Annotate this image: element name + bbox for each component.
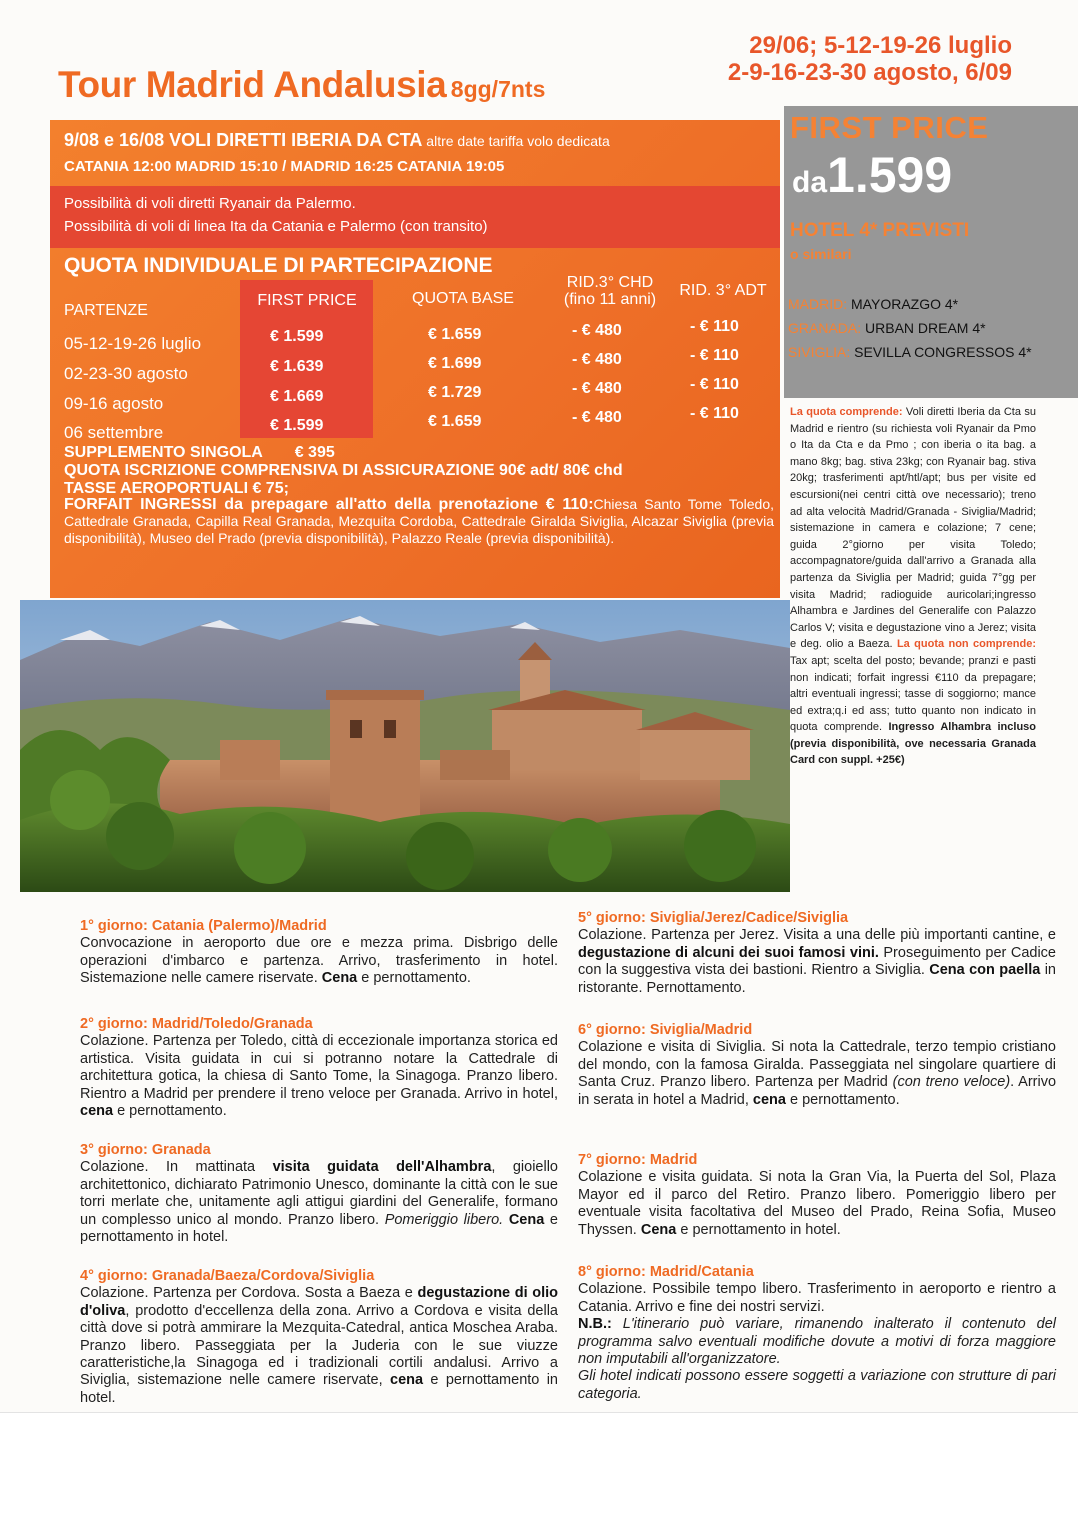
includes-text: Voli diretti Iberia da Cta su Madrid e rientro (su richiesta voli Ryanair da Pmo o Ita da Cta e da Pmo ; con iberia o ita bag. a mano 8kg; bag. stiva 23kg; con Ryanair bag. stiva 20kg; trasferimenti apt/htl/apt; bus per visite ed escursioni(nei centri città ove necessario); treno ad alta velocità Madrid/Granada - Siviglia/Madrid; sistemazione in camera e colazione; 7 cene; guida 2°giorno per visita Toledo; accompagnatore/guida dall'arrivo a Granada alla partenza da Siviglia per Madrid; guida 7°gg per visita Madrid; radioguide auricolari;ingresso Alhambra e Jardines del Generalife con Palazzo Carlos V; visita e degustazione vino a Jerez; visita e deg. olio a Baeza. (790, 406, 1036, 651)
hotel-madrid (788, 296, 958, 312)
row-2-base: € 1.699 (428, 355, 482, 372)
day-bold: Cena (640, 1221, 677, 1238)
day-title: 6° giorno: Siviglia/Madrid (578, 1022, 753, 1038)
hotel-city: MADRID: (788, 296, 848, 312)
day-text: e pernottamento in hotel. (80, 1211, 558, 1246)
hotel-similar: o similari (790, 246, 852, 262)
row-2-chd: - € 480 (572, 351, 622, 368)
row-1-adt: - € 110 (690, 318, 739, 335)
alhambra-photo (20, 600, 790, 892)
row-4-base: € 1.659 (428, 413, 482, 430)
col-head-chd (550, 274, 670, 308)
quota-includes (790, 404, 1036, 769)
dates-line-1: 29/06; 5-12-19-26 luglio (749, 32, 1012, 59)
alhambra-note: Ingresso Alhambra incluso (previa disponibilità, ove necessaria Granada Card con suppl. +25€) (790, 721, 1036, 767)
itinerary-day-2 (80, 1016, 558, 1120)
col-head-adt: RID. 3° ADT (679, 282, 767, 299)
itinerary-day-4 (80, 1268, 558, 1407)
row-3-chd: - € 480 (572, 380, 622, 397)
itinerary-day-6 (578, 1022, 1056, 1109)
day-text: e pernottamento. (357, 970, 471, 987)
excludes-heading: La quota non comprende: (896, 638, 1036, 651)
day-text: Colazione. In mattinata (80, 1159, 273, 1176)
airport-taxes: TASSE AEROPORTUALI € 75; (64, 480, 289, 497)
day-text: Colazione. Partenza per Toledo, città di eccezionale importanza storica ed artistica. Visita guidata in cui si potranno notare la Cattedrale di architettura gotica, la chiesa di Santo Tome, la Sinagoga. Pranzo libero. Rientro a Madrid per prendere il treno veloce per Granada. Arrivo in hotel, (80, 1033, 558, 1102)
day-text: Colazione e visita guidata. Si nota la Gran Via, la Puerta del Sol, Plaza Mayor ed il parco del Retiro. Pranzo libero. Pomeriggio libero per eventuale visita facoltativa del Museo del Prado, Reina Sofia, Museo Thyssen. (578, 1169, 1056, 1238)
day-text: Proseguimento per Cadice con la suggestiva vista dei bastioni. Rientro a Siviglia. (578, 944, 1056, 979)
day-bold: cena (80, 1103, 114, 1120)
direct-flights-note: altre date tariffa volo dedicata (422, 133, 610, 149)
registration-fee: QUOTA ISCRIZIONE COMPRENSIVA DI ASSICURAZIONE 90€ adt/ 80€ chd (64, 462, 623, 479)
day-bold: visita guidata dell'Alhambra (272, 1159, 492, 1176)
quota-title: QUOTA INDIVIDUALE DI PARTECIPAZIONE (64, 254, 493, 277)
day-bold: cena (390, 1372, 424, 1389)
day-text: in ristorante. Pernottamento. (578, 962, 1056, 996)
direct-flights-line (64, 130, 610, 151)
day-title: 8° giorno: Madrid/Catania (578, 1264, 754, 1280)
day-title: 7° giorno: Madrid (578, 1152, 698, 1168)
day-bold: Cena (321, 970, 358, 987)
hotel-granada (788, 320, 986, 336)
itinerary-day-5 (578, 910, 1056, 997)
day-bold: Cena (503, 1211, 545, 1228)
day-title: 4° giorno: Granada/Baeza/Cordova/Siviglia (80, 1268, 375, 1284)
price-prefix: da (792, 166, 828, 199)
row-1-departure: 05-12-19-26 luglio (64, 334, 202, 353)
row-4-departure: 06 settembre (64, 423, 164, 442)
day-bold: degustazione di olio d'oliva (80, 1285, 558, 1319)
day-text: Convocazione in aeroporto due ore e mezza prima. Disbrigo delle operazioni d'imbarco e partenza. Arrivo, trasferimento in hotel. Sistemazione nelle camere riservate. (80, 935, 558, 987)
row-4-chd: - € 480 (572, 409, 622, 426)
nb-note (578, 1316, 1056, 1368)
forfait-heading: FORFAIT INGRESSI da prepagare all'atto della prenotazione € 110: (64, 496, 594, 513)
itinerary-day-1 (80, 918, 558, 988)
row-1-base: € 1.659 (428, 326, 482, 343)
row-4-first-price: € 1.599 (270, 417, 324, 434)
page-margin (0, 1412, 1078, 1536)
dates-line-2: 2-9-16-23-30 agosto, 6/09 (727, 59, 1012, 86)
ita-option: Possibilità di voli di linea Ita da Catania e Palermo (con transito) (64, 218, 488, 235)
alhambra-illustration (20, 600, 790, 892)
forfait-entrances (64, 496, 774, 547)
col-head-departures: PARTENZE (64, 302, 148, 319)
first-price-amount (792, 146, 952, 204)
row-1-chd: - € 480 (572, 322, 622, 339)
row-4-adt: - € 110 (690, 405, 739, 422)
day-text: , prodotto d'eccellenza della zona. Arrivo a Cordova e visita della città dove si potrà ammirare la Mezquita-Catedral, antica Moschea Araba. Pranzo libero. Passeggiata per la Juderia con le sue viuzze caratteristiche,la Sinagoga ed i tradizionali cortili andalusi. Arrivo a Siviglia, sistemazione nelle camere riservate, (80, 1302, 558, 1389)
nb-label: N.B.: (578, 1316, 612, 1333)
pricing-panel (50, 120, 780, 598)
day-text: Colazione. Partenza per Jerez. Visita a una delle più importanti cantine, e (578, 927, 1056, 944)
col-head-chd-line1: RID.3° CHD (566, 274, 654, 291)
row-3-first-price: € 1.669 (270, 388, 324, 405)
day-text: e pernottamento in hotel. (80, 1372, 558, 1406)
forfait-list: Chiesa Santo Tome Toledo, Cattedrale Granada, Capilla Real Granada, Mezquita Cordoba, Cattedrale Giralda Siviglia, Alcazar Siviglia (previa disponibilità), Museo del Prado (previa disponibilità), Palazzo Reale (previa disponibilità). (64, 496, 775, 546)
col-head-base: QUOTA BASE (412, 290, 514, 307)
single-supplement-label: SUPPLEMENTO SINGOLA (64, 444, 263, 461)
hotel-category: HOTEL 4* PREVISTI (790, 220, 970, 241)
nb-text: L'itinerario può variare, rimanendo inalterato il contenuto del programma salvo eventuali modifiche dovute a motivi di forza maggiore non imputabili all'organizzatore. (578, 1316, 1056, 1368)
day-italic: (con treno veloce) (892, 1074, 1011, 1091)
itinerary-day-8 (578, 1264, 1056, 1403)
hotel-city: SIVIGLIA: (788, 344, 851, 360)
row-1-first-price: € 1.599 (270, 328, 324, 345)
row-2-first-price: € 1.639 (270, 358, 324, 375)
first-price-box (784, 106, 1078, 398)
ryanair-option: Possibilità di voli diretti Ryanair da Palermo. (64, 195, 356, 212)
direct-flights-bold: 9/08 e 16/08 VOLI DIRETTI IBERIA DA CTA (64, 130, 423, 150)
title-main: Tour Madrid Andalusia (58, 64, 447, 105)
day-bold: Cena con paella (929, 962, 1041, 979)
day-text: e pernottamento. (785, 1091, 900, 1108)
row-3-departure: 09-16 agosto (64, 394, 164, 413)
day-title: 3° giorno: Granada (80, 1142, 211, 1158)
hotel-name: MAYORAZGO 4* (851, 296, 959, 312)
day-title: 2° giorno: Madrid/Toledo/Granada (80, 1016, 313, 1032)
single-supplement-value: € 395 (294, 444, 335, 461)
hotel-name: URBAN DREAM 4* (865, 320, 986, 336)
itinerary-day-3 (80, 1142, 558, 1246)
day-title: 1° giorno: Catania (Palermo)/Madrid (80, 918, 327, 934)
day-bold: degustazione di alcuni dei suoi famosi vini. (578, 944, 879, 961)
day-text: Colazione e visita di Siviglia. Si nota la Cattedrale, terzo tempio cristiano del mondo, con la famosa Giralda. Passeggiata nel singolare quartiere di Santa Cruz. Pranzo libero. Partenza per Madrid (578, 1039, 1056, 1091)
single-supplement (64, 444, 335, 462)
price-value: 1.599 (827, 147, 953, 203)
first-price-label: FIRST PRICE (790, 110, 989, 145)
col-head-chd-line2: (fino 11 anni) (563, 291, 657, 308)
day-text: Colazione. Possibile tempo libero. Trasferimento in aeroporto e rientro a Catania. Arrivo e fine dei nostri servizi. (578, 1281, 1056, 1315)
row-2-adt: - € 110 (690, 347, 739, 364)
hotel-city: GRANADA: (788, 320, 862, 336)
tour-title (58, 64, 545, 106)
itinerary-day-7 (578, 1152, 1056, 1239)
day-text: , gioiello architettonico, dichiarato Patrimonio Unesco, dominante la città con le sue torri merlate che, unitamente agli attigui giardini del Generalife, formano un complesso unico al mondo. Pranzo libero. (80, 1159, 558, 1228)
col-head-first-price: FIRST PRICE (257, 292, 357, 309)
day-text: Colazione. Partenza per Cordova. Sosta a Baeza e (80, 1285, 418, 1302)
day-italic: Pomeriggio libero. (384, 1211, 504, 1228)
flight-schedule: CATANIA 12:00 MADRID 15:10 / MADRID 16:25 CATANIA 19:05 (64, 158, 505, 175)
row-2-departure: 02-23-30 agosto (64, 364, 188, 383)
day-text: e pernottamento in hotel. (676, 1221, 841, 1238)
departure-dates (728, 32, 1012, 86)
day-bold: cena (752, 1091, 786, 1108)
hotel-siviglia (788, 344, 1032, 360)
day-text: . Arrivo in serata in hotel a Madrid, (578, 1074, 1057, 1108)
row-3-adt: - € 110 (690, 376, 739, 393)
excludes-text: Tax apt; scelta del posto; bevande; pranzi e pasti non indicati; forfait ingressi €110 da prepagare; altri eventuali ingressi; tasse di soggiorno; mance ed extra;q.i ed ass; tutto quanto non indicato in quota comprende. (790, 654, 1036, 734)
row-3-base: € 1.729 (428, 384, 482, 401)
hotel-name: SEVILLA CONGRESSOS 4* (854, 344, 1032, 360)
title-duration: 8gg/7nts (450, 76, 546, 102)
includes-heading: La quota comprende: (790, 406, 903, 418)
day-title: 5° giorno: Siviglia/Jerez/Cadice/Siviglia (578, 910, 849, 926)
hotel-note: Gli hotel indicati possono essere soggetti a variazione con strutture di pari categoria. (578, 1368, 1056, 1402)
day-text: e pernottamento. (113, 1103, 227, 1120)
flight-options-band (50, 186, 780, 248)
